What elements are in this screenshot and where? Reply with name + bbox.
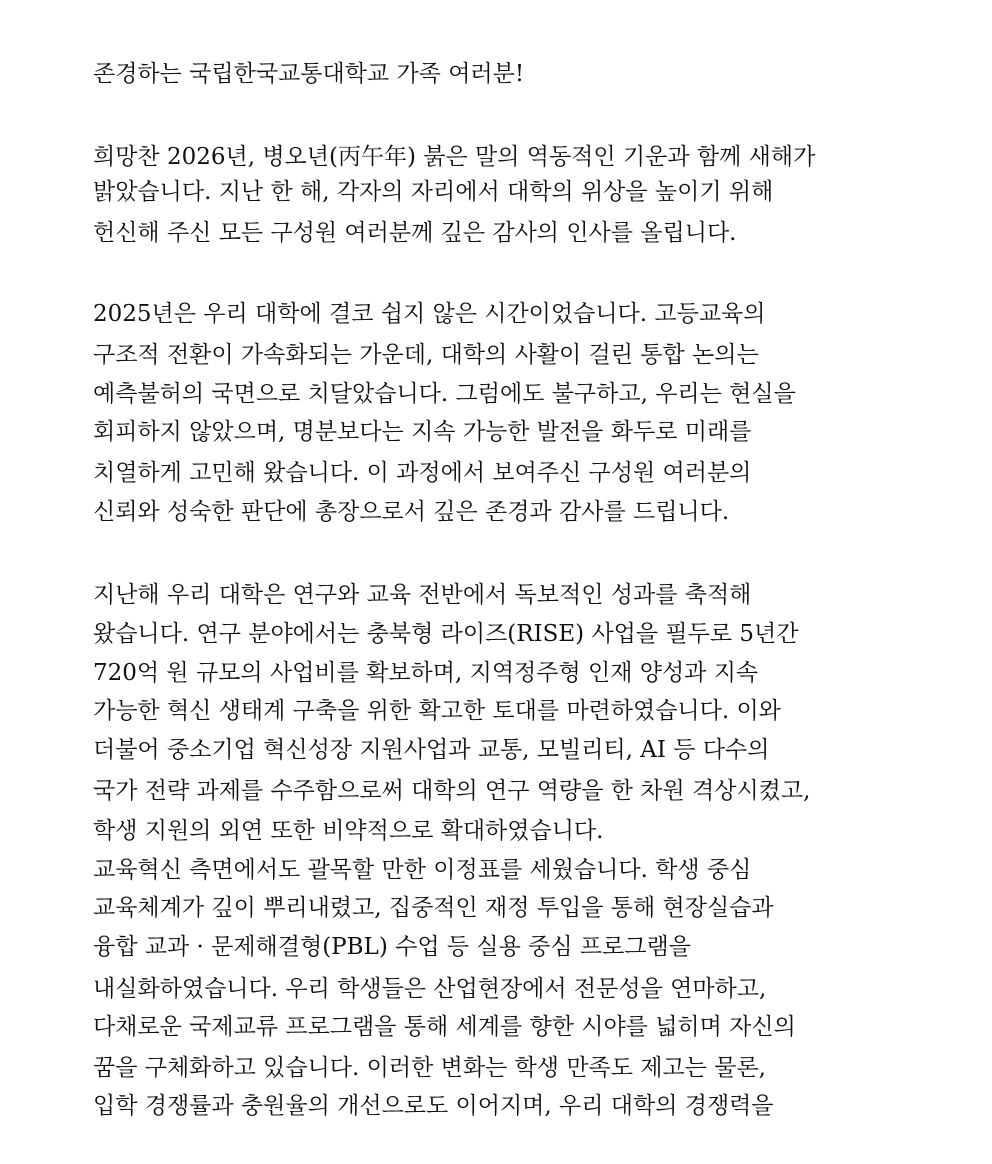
paragraph4-line: 교육혁신 측면에서도 괄목할 만한 이정표를 세웠습니다. 학생 중심 <box>93 857 752 883</box>
paragraph3-line: 학생 지원의 외연 또한 비약적으로 확대하였습니다. <box>93 818 604 844</box>
paragraph4-line: 입학 경쟁률과 충원율의 개선으로도 이어지며, 우리 대학의 경쟁력을 <box>93 1093 774 1119</box>
paragraph2-line: 회피하지 않았으며, 명분보다는 지속 가능한 발전을 화두로 미래를 <box>93 419 752 445</box>
paragraph2-line: 치열하게 고민해 왔습니다. 이 과정에서 보여주신 구성원 여러분의 <box>93 460 752 486</box>
greeting-line: 존경하는 국립한국교통대학교 가족 여러분! <box>93 61 525 87</box>
paragraph3-line: 왔습니다. 연구 분야에서는 충북형 라이즈(RISE) 사업을 필두로 5년간 <box>93 621 799 647</box>
paragraph2-line: 구조적 전환이 가속화되는 가운데, 대학의 사활이 걸린 통합 논의는 <box>93 342 759 368</box>
paragraph4-line: 꿈을 구체화하고 있습니다. 이러한 변화는 학생 만족도 제고는 물론, <box>93 1055 766 1081</box>
paragraph3-line: 국가 전략 과제를 수주함으로써 대학의 연구 역량을 한 차원 격상시켰고, <box>93 778 811 804</box>
paragraph2-line: 예측불허의 국면으로 치달았습니다. 그럼에도 불구하고, 우리는 현실을 <box>93 381 796 407</box>
paragraph3-line: 720억 원 규모의 사업비를 확보하며, 지역정주형 인재 양성과 지속 <box>93 660 759 686</box>
paragraph4-line: 융합 교과 · 문제해결형(PBL) 수업 등 실용 중심 프로그램을 <box>93 934 691 960</box>
paragraph2-line: 신뢰와 성숙한 판단에 총장으로서 깊은 존경과 감사를 드립니다. <box>93 499 730 525</box>
paragraph2-line: 2025년은 우리 대학에 결코 쉽지 않은 시간이었습니다. 고등교육의 <box>93 301 766 327</box>
paragraph4-line: 다채로운 국제교류 프로그램을 통해 세계를 향한 시야를 넓히며 자신의 <box>93 1014 796 1040</box>
paragraph3-line: 지난해 우리 대학은 연구와 교육 전반에서 독보적인 성과를 축적해 <box>93 582 752 608</box>
paragraph3-line: 더불어 중소기업 혁신성장 지원사업과 교통, 모빌리티, AI 등 다수의 <box>93 737 770 763</box>
paragraph4-line: 교육체계가 깊이 뿌리내렸고, 집중적인 재정 투입을 통해 현장실습과 <box>93 895 774 921</box>
paragraph1-line: 밝았습니다. 지난 한 해, 각자의 자리에서 대학의 위상을 높이기 위해 <box>93 179 774 205</box>
paragraph3-line: 가능한 혁신 생태계 구축을 위한 확고한 토대를 마련하였습니다. 이와 <box>93 698 781 724</box>
paragraph4-line: 내실화하였습니다. 우리 학생들은 산업현장에서 전문성을 연마하고, <box>93 976 767 1002</box>
paragraph1-line: 희망찬 2026년, 병오년(丙午年) 붉은 말의 역동적인 기운과 함께 새해가 <box>93 144 816 170</box>
paragraph1-line: 헌신해 주신 모든 구성원 여러분께 깊은 감사의 인사를 올립니다. <box>93 220 737 246</box>
